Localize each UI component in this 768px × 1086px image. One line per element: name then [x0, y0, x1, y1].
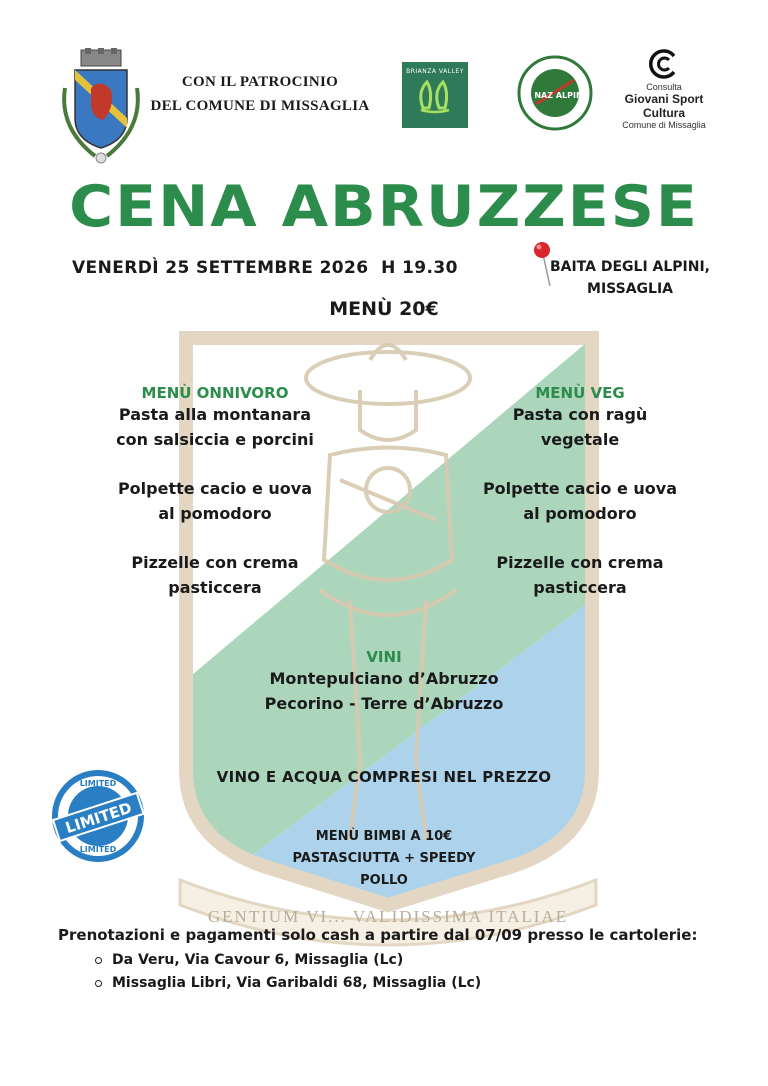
bimbi-line2: PASTASCIUTTA + SPEEDY — [292, 851, 476, 866]
menu-onnivoro-heading: MENÙ ONNIVORO — [141, 384, 289, 402]
giovani-line1: Consulta — [646, 82, 682, 92]
wine-line: Pecorino - Terre d’Abruzzo — [264, 694, 504, 713]
dish-line: al pomodoro — [158, 504, 272, 523]
dish-line: al pomodoro — [523, 504, 637, 523]
dish-line: Pasta alla montanara — [118, 405, 312, 424]
vini-heading: VINI — [366, 648, 402, 666]
shop-address: Da Veru, Via Cavour 6, Missaglia (Lc) — [112, 952, 404, 968]
menu-veg-heading: MENÙ VEG — [535, 384, 625, 402]
consulta-c-icon — [648, 48, 680, 80]
event-datetime: VENERDÌ 25 SETTEMBRE 2026 H 19.30 — [72, 258, 458, 278]
dish-line: pasticcera — [533, 578, 627, 597]
dish-line: pasticcera — [168, 578, 262, 597]
vini-section — [0, 648, 768, 716]
consulta-giovani-logo — [604, 48, 724, 130]
bullet-icon — [95, 957, 102, 964]
dish-line: con salsiccia e porcini — [116, 430, 314, 449]
bimbi-line3: POLLO — [360, 873, 408, 888]
stamp-ring-bottom: LIMITED — [79, 845, 117, 854]
menu-onnivoro — [80, 384, 350, 600]
brianza-logo-text: BRIANZA VALLEY — [406, 68, 464, 75]
stamp-ring-top: LIMITED — [79, 779, 117, 788]
giovani-line2: Giovani Sport Cultura — [624, 92, 704, 120]
dish-line: Polpette cacio e uova — [482, 479, 678, 498]
dish-line: Polpette cacio e uova — [117, 479, 313, 498]
event-title: CENA ABRUZZESE — [69, 173, 699, 241]
menu-veg — [445, 384, 715, 600]
dish-line: Pasta con ragù — [512, 405, 648, 424]
location-line1: BAITA DEGLI ALPINI, — [549, 259, 711, 275]
bullet-icon — [95, 980, 102, 987]
brianza-valley-logo — [402, 62, 468, 128]
location-line2: MISSAGLIA — [587, 281, 673, 297]
dish-line: Pizzelle con crema — [496, 553, 664, 572]
dish-line: Pizzelle con crema — [131, 553, 299, 572]
dish-line: vegetale — [540, 430, 620, 449]
patrocinio-line2: DEL COMUNE DI MISSAGLIA — [150, 98, 370, 114]
menu-price: MENÙ 20€ — [329, 298, 439, 320]
bimbi-line1: MENÙ BIMBI A 10€ — [315, 829, 453, 844]
giovani-line3: Comune di Missaglia — [622, 120, 706, 130]
missaglia-coat-of-arms — [55, 48, 147, 168]
alpini-logo — [516, 54, 594, 132]
list-item — [95, 952, 403, 968]
alpini-logo-text: NAZ ALPINI — [534, 91, 586, 100]
list-item — [95, 975, 481, 991]
brianza-leaf-icon — [415, 78, 455, 114]
prenotazioni-intro: Prenotazioni e pagamenti solo cash a partire dal 07/09 presso le cartolerie: — [58, 926, 698, 944]
patrocinio-text — [140, 70, 380, 118]
shop-address: Missaglia Libri, Via Garibaldi 68, Missaglia (Lc) — [112, 975, 482, 991]
patrocinio-line1: CON IL PATROCINIO — [181, 74, 339, 90]
menu-bimbi — [0, 826, 768, 892]
event-location — [540, 256, 720, 300]
stamp-center-text: LIMITED — [63, 798, 135, 838]
wine-line: Montepulciano d’Abruzzo — [269, 669, 499, 688]
vino-acqua-note: VINO E ACQUA COMPRESI NEL PREZZO — [216, 768, 552, 786]
crest-motto: GENTIUM VI... VALIDISSIMA ITALIAE — [207, 907, 569, 926]
